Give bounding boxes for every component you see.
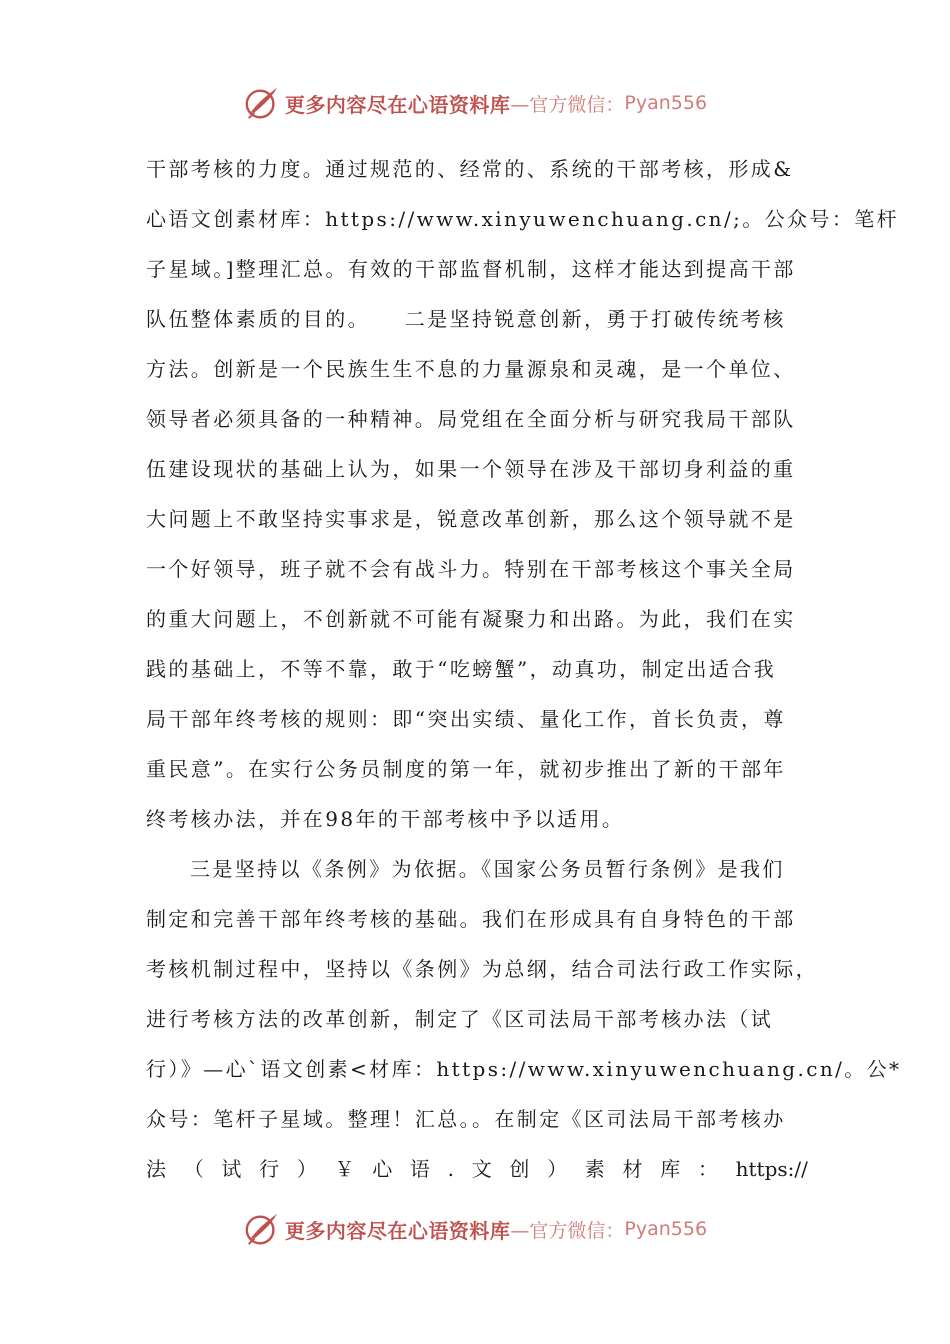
line-token: https://	[735, 1157, 808, 1181]
line-token: ：	[697, 1157, 718, 1181]
line-token: 材	[622, 1157, 643, 1181]
paragraph-start-line: 三是坚持以《条例》为依据。《国家公务员暂行条例》是我们	[190, 857, 785, 881]
justified-last-line	[146, 1144, 808, 1194]
text-line: 子星域。]整理汇总。有效的干部监督机制，这样才能达到提高干部	[146, 257, 796, 281]
banner-wechat-id: Pyan556	[624, 92, 708, 114]
text-line: 领导者必须具备的一种精神。局党组在全面分析与研究我局干部队	[146, 407, 796, 431]
text-line: 制定和完善干部年终考核的基础。我们在形成具有自身特色的干部	[146, 907, 796, 931]
line-token: 库	[660, 1157, 681, 1181]
line-token: ）	[547, 1157, 568, 1181]
line-token: 文	[471, 1157, 492, 1181]
banner-wechat-id: Pyan556	[624, 1218, 708, 1240]
text-line: 进行考核方法的改革创新，制定了《区司法局干部考核办法（试	[146, 1007, 774, 1031]
text-line: 践的基础上，不等不靠，敢于“吃螃蟹”，动真功，制定出适合我	[146, 657, 777, 681]
line-token: 法	[146, 1157, 166, 1181]
header-banner	[0, 81, 950, 125]
text-line: 大问题上不敢坚持实事求是，锐意改革创新，那么这个领导就不是	[146, 507, 796, 531]
line-token: 行	[259, 1157, 280, 1181]
text-line: 的重大问题上，不创新就不可能有凝聚力和出路。为此，我们在实	[146, 607, 796, 631]
banner-title: 更多内容尽在心语资料库	[284, 1218, 511, 1243]
line-token: （	[183, 1157, 204, 1181]
text-line: 行）》—心`语文创素<材库：https://www.xinyuwenchuang.cn/。公*	[146, 1057, 902, 1081]
line-token: 心	[372, 1157, 393, 1181]
line-token: 语	[409, 1157, 430, 1181]
footer-banner	[0, 1207, 950, 1251]
banner-suffix: —官方微信：	[510, 93, 625, 116]
line-token: 创	[509, 1157, 530, 1181]
text-line: 众号：笔杆子星域。整理！汇总。。在制定《区司法局干部考核办	[146, 1107, 786, 1131]
line-token: ￥	[334, 1157, 355, 1181]
text-line: 重民意”。在实行公务员制度的第一年，就初步推出了新的干部年	[146, 757, 786, 781]
text-line: 伍建设现状的基础上认为，如果一个领导在涉及干部切身利益的重	[146, 457, 796, 481]
document-body	[146, 144, 902, 1194]
quill-logo-icon	[243, 84, 281, 122]
banner-title: 更多内容尽在心语资料库	[284, 92, 511, 117]
text-line: 心语文创素材库：https://www.xinyuwenchuang.cn/;。公众号：笔杆	[146, 207, 900, 231]
quill-logo-icon	[243, 1210, 281, 1248]
text-line: 一个好领导，班子就不会有战斗力。特别在干部考核这个事关全局	[146, 557, 796, 581]
text-line: 终考核办法，并在98年的干部考核中予以适用。	[146, 807, 625, 831]
line-token: 素	[584, 1157, 605, 1181]
text-line: 方法。创新是一个民族生生不息的力量源泉和灵魂，是一个单位、	[146, 357, 796, 381]
text-line: 队伍整体素质的目的。 二是坚持锐意创新，勇于打破传统考核	[146, 307, 786, 331]
text-line: 考核机制过程中，坚持以《条例》为总纲，结合司法行政工作实际，	[146, 957, 818, 981]
line-token: 试	[221, 1157, 242, 1181]
text-line: 局干部年终考核的规则：即“突出实绩、量化工作，首长负责，尊	[146, 707, 786, 731]
banner-suffix: —官方微信：	[510, 1219, 625, 1242]
line-token: ）	[296, 1157, 317, 1181]
line-token: .	[447, 1157, 454, 1181]
text-line: 干部考核的力度。通过规范的、经常的、系统的干部考核，形成&	[146, 157, 794, 181]
